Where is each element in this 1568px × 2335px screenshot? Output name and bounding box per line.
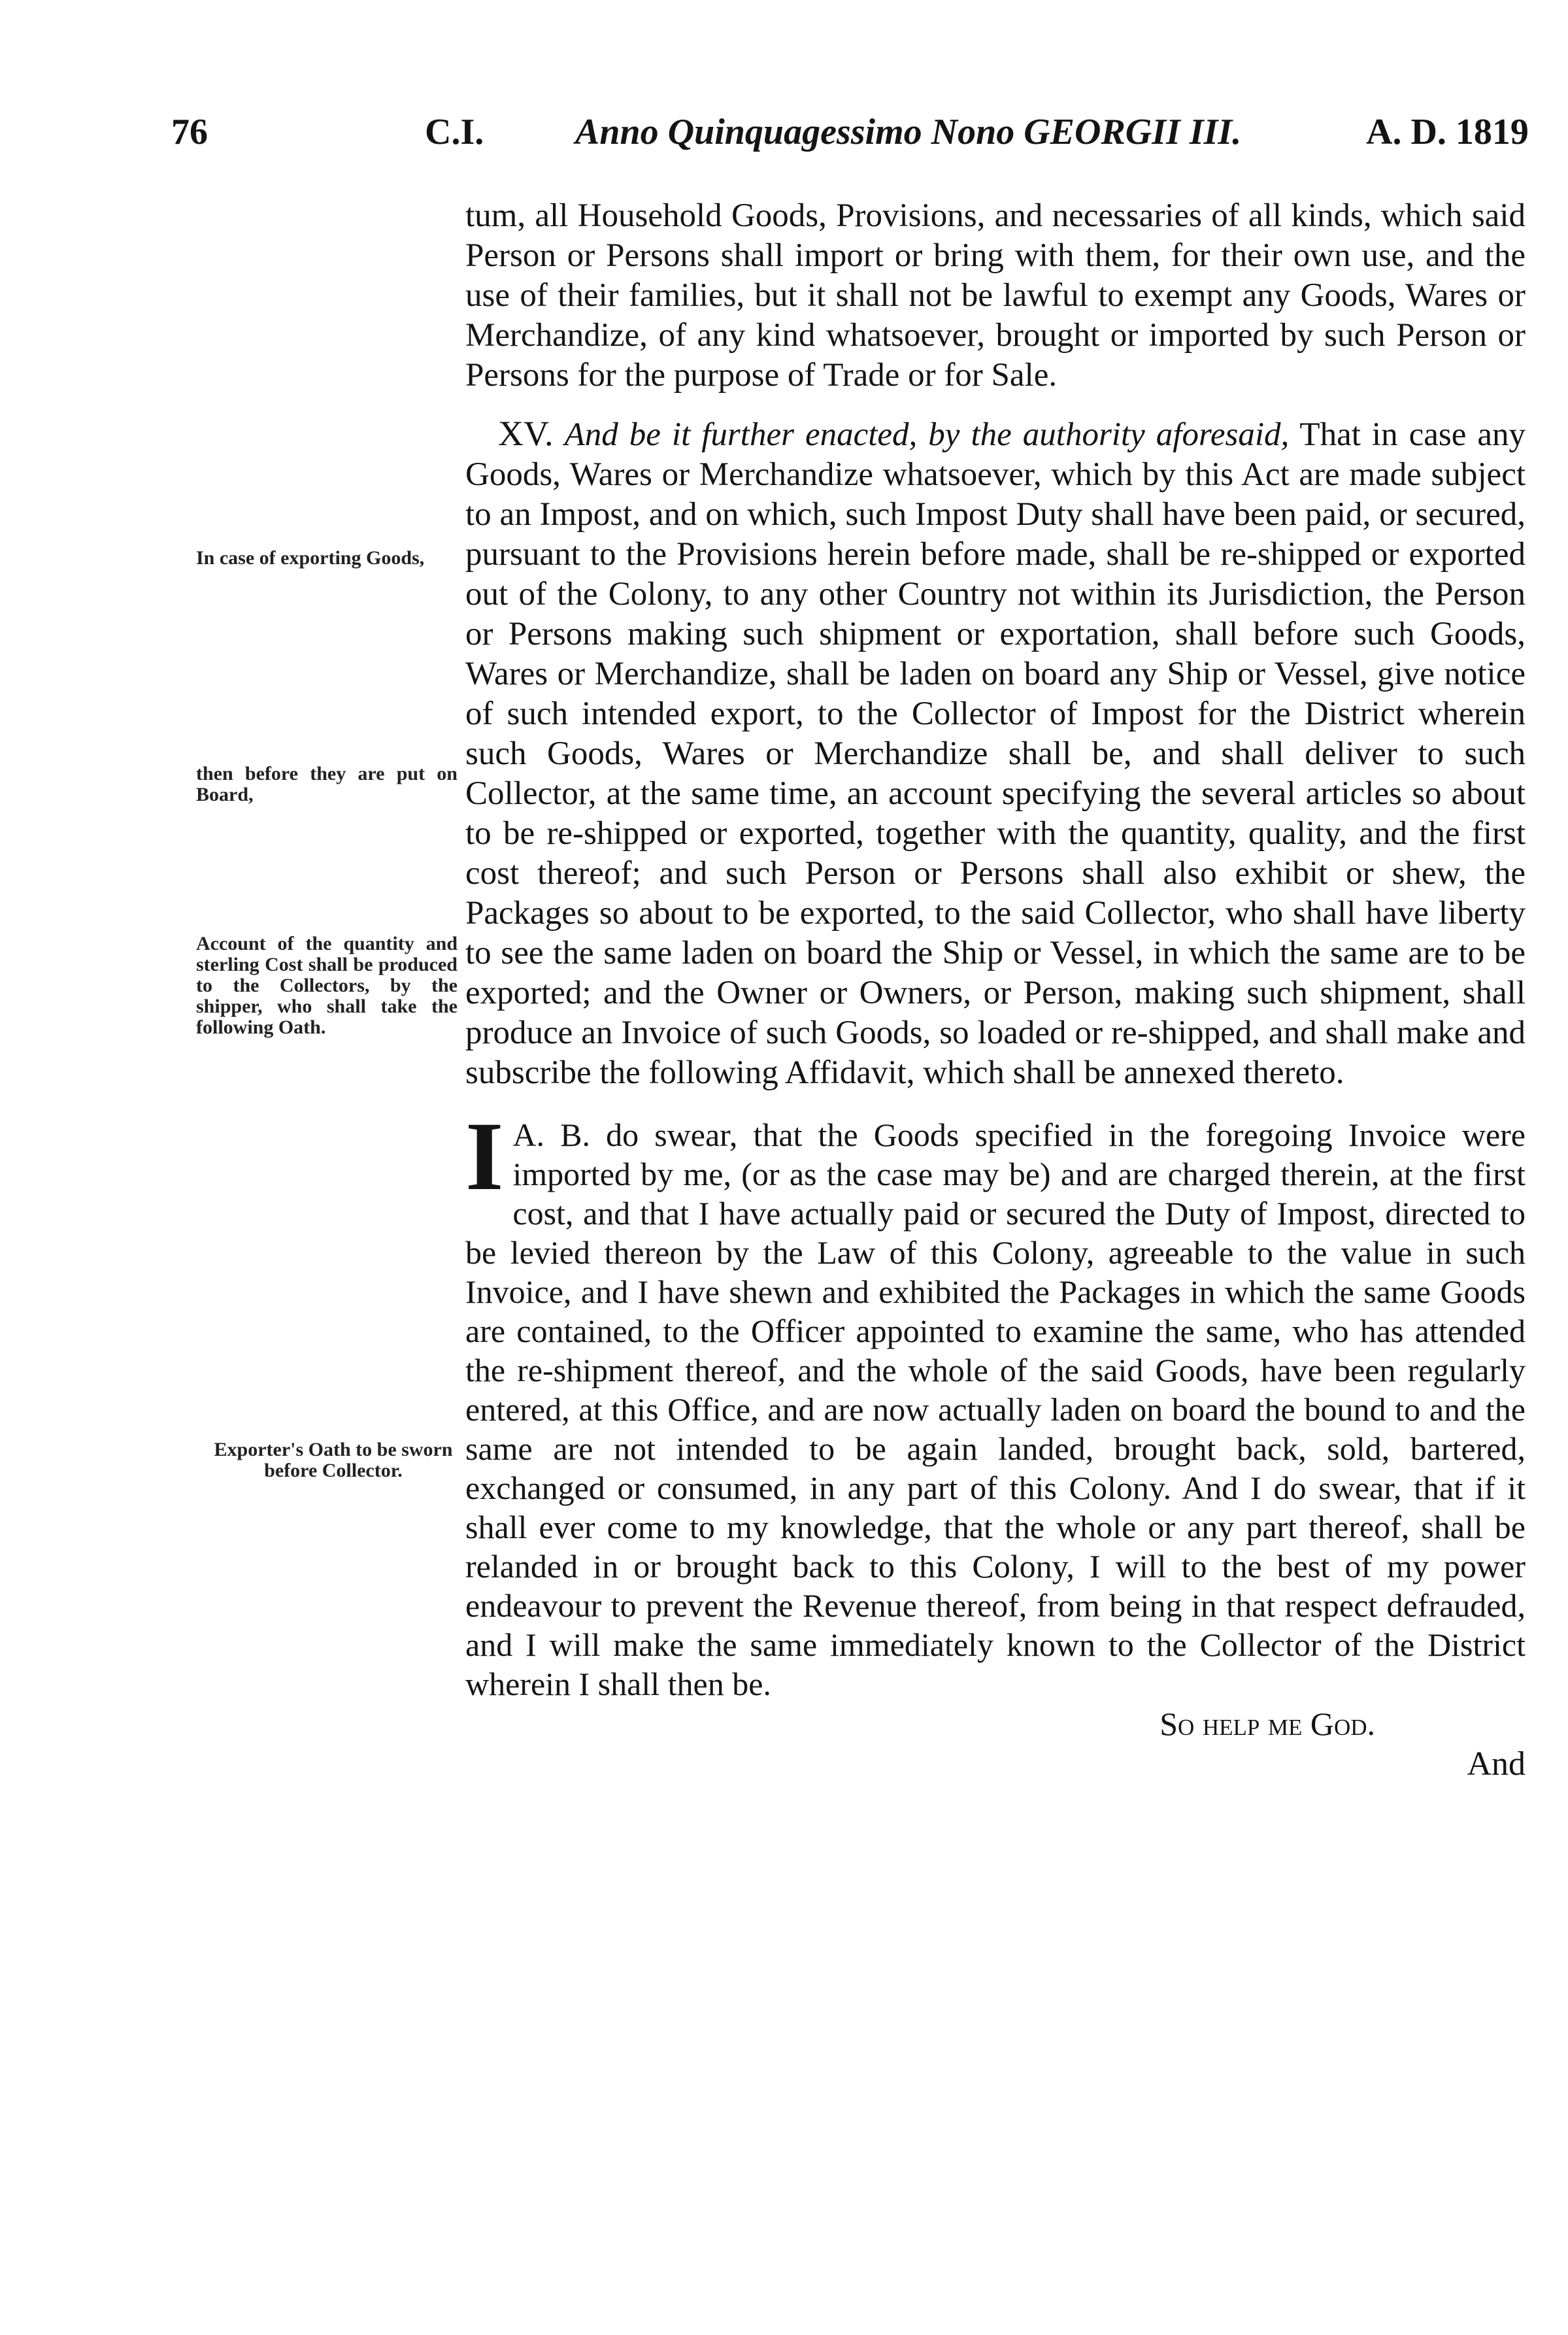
margin-note: Exporter's Oath to be sworn before Collector. — [214, 1439, 453, 1481]
oath-paragraph — [465, 1102, 1526, 1704]
enacting-clause: And be it further enacted, by the authority aforesaid, — [564, 416, 1290, 453]
drop-cap: I — [465, 1102, 504, 1211]
margin-note: In case of exporting Goods, — [196, 547, 425, 569]
section-text: That in case any Goods, Wares or Merchandize whatsoever, which by this Act are made subject to an Impost, and on which, such Impost Duty shall have been paid, or secured, pursuant to the Provisions herein before made, shall be re-shipped or exported out of the Colony, to any other Country not within its Jurisdiction, the Person or Persons making such shipment or exportation, shall before such Goods, Wares or Merchandize, shall be laden on board any Ship or Vessel, give notice of such intended export, to the Collector of Impost for the District wherein such Goods, Wares or Merchandize shall be, and shall deliver to such Collector, at the same time, an account specifying the several articles so about to be re-shipped or exported, together with the quantity, quality, and the first cost thereof; and such Person or Persons shall also exhibit or shew, the Packages so about to be exported, to the said Collector, who shall have liberty to see the same laden on board the Ship or Vessel, in which the same are to be exported; and the Owner or Owners, or Person, making such shipment, shall produce an Invoice of such Goods, so loaded or re-shipped, and shall make and subscribe the following Affidavit, which shall be annexed thereto. — [465, 416, 1526, 1091]
margin-note: then before they are put on Board, — [196, 763, 458, 805]
section-number: XV. — [498, 414, 554, 453]
catchword: And — [1467, 1745, 1526, 1783]
oath-closing: So help me God. — [1159, 1705, 1375, 1742]
section-xv — [465, 414, 1526, 1093]
year-label: A. D. 1819 — [1366, 112, 1529, 152]
continued-paragraph: tum, all Household Goods, Provisions, and necessaries of all kinds, which said Person or Persons shall import or bring with them, for their own use, and the use of their families, but it shall not be lawful to exempt any Goods, Wares or Merchandize, of any kind whatsoever, brought or imported by such Person or Persons for the purpose of Trade or for Sale. — [465, 197, 1526, 394]
chapter-label: C.I. — [425, 112, 484, 152]
body-text — [465, 196, 1526, 1785]
running-head — [0, 111, 1568, 163]
oath-text: A. B. do swear, that the Goods specified in the foregoing Invoice were imported by me, (or as the case may be) and are charged therein, at the first cost, and that I have actually paid or secured the Duty of Impost, directed to be levied thereon by the Law of this Colony, agreeable to the value in such Invoice, and I have shewn and exhibited the Packages in which the same Goods are contained, to the Officer appointed to examine the same, who has attended the re-shipment thereof, and the whole of the said Goods, have been regularly entered, at this Office, and are now actually laden on board the bound to and the same are not intended to be again landed, brought back, sold, bartered, exchanged or consumed, in any part of this Colony. And I do swear, that if it shall ever come to my knowledge, that the whole or any part thereof, shall be relanded in or brought back to this Colony, I will to the best of my power endeavour to prevent the Revenue thereof, from being in that respect defrauded, and I will make the same immediately known to the Collector of the District wherein I shall then be. — [465, 1117, 1526, 1702]
page-number: 76 — [171, 112, 208, 152]
margin-note: Account of the quantity and sterling Cost shall be produced to the Collectors, by the shipper, who shall take the following Oath. — [196, 933, 458, 1038]
regnal-year-title: Anno Quinquagessimo Nono GEORGII III. — [575, 112, 1242, 152]
